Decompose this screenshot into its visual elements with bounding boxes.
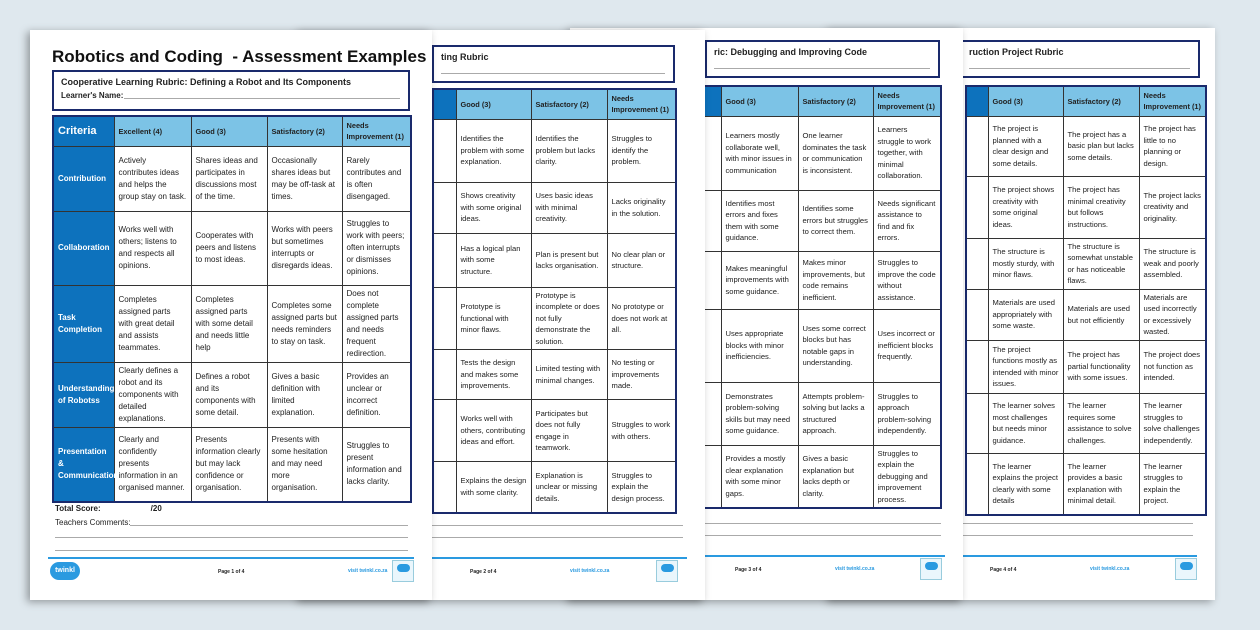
- table-row: [966, 453, 1206, 515]
- column-header: Criteria: [53, 116, 114, 146]
- criteria-cell: [966, 116, 988, 176]
- criteria-cell: [433, 462, 456, 513]
- rubric-cell: Rarely contributes and is often disengaged.: [342, 146, 411, 211]
- document-title: Robotics and Coding - Assessment Examples: [52, 47, 427, 66]
- rubric-cell: The structure is weak and poorly assembled.: [1139, 238, 1206, 289]
- table-row: [433, 119, 676, 182]
- visit-link[interactable]: visit twinkl.co.za: [835, 566, 875, 572]
- table-row: [433, 182, 676, 233]
- column-header: Satisfactory (2): [798, 86, 873, 116]
- page-number: Page 2 of 4: [470, 569, 497, 575]
- rubric-table: [432, 88, 677, 514]
- rubric-cell: Uses basic ideas with minimal creativity.: [531, 182, 607, 233]
- column-header: Needs Improvement (1): [873, 86, 941, 116]
- rubric-cell: Has a logical plan with some structure.: [456, 233, 531, 287]
- rubric-cell: Learners struggle to work together, with minimal collaboration.: [873, 116, 941, 190]
- table-row: [966, 393, 1206, 453]
- rubric-cell: Materials are used appropriately with some waste.: [988, 289, 1063, 340]
- criteria-cell: Contribution: [53, 146, 114, 211]
- rubric-cell: Presents with some hesitation and may need more organisation.: [267, 427, 342, 502]
- rubric-title: Cooperative Learning Rubric: Defining a Robot and Its Components: [61, 77, 352, 87]
- criteria-cell: [433, 400, 456, 462]
- column-header: Satisfactory (2): [1063, 86, 1139, 116]
- rubric-table: [695, 85, 942, 509]
- rubric-cell: Explanation is unclear or missing details.: [531, 462, 607, 513]
- page-number: Page 4 of 4: [990, 567, 1017, 573]
- column-header: Good (3): [988, 86, 1063, 116]
- comments-line[interactable]: [55, 537, 408, 538]
- rubric-title-box: [52, 70, 410, 111]
- rubric-cell: Provides a mostly clear explanation with some minor gaps.: [721, 445, 798, 508]
- criteria-cell: Understanding of Robotss: [53, 362, 114, 427]
- rubric-cell: Shares ideas and participates in discussions most of the time.: [191, 146, 267, 211]
- rubric-cell: The project has little to no planning or design.: [1139, 116, 1206, 176]
- rubric-cell: The structure is somewhat unstable or has noticeable flaws.: [1063, 238, 1139, 289]
- table-row: [53, 362, 411, 427]
- rubric-cell: The project functions mostly as intended with minor issues.: [988, 340, 1063, 393]
- rubric-cell: Struggles to explain the design process.: [607, 462, 676, 513]
- table-row: [433, 400, 676, 462]
- comments-line[interactable]: [690, 535, 941, 536]
- rubric-cell: Participates but does not fully engage in teamwork.: [531, 400, 607, 462]
- table-row: [433, 287, 676, 350]
- table-row: [53, 211, 411, 285]
- rubric-cell: Plan is present but lacks organisation.: [531, 233, 607, 287]
- footer-divider: [48, 557, 414, 559]
- rubric-cell: The project shows creativity with some original ideas.: [988, 176, 1063, 238]
- column-header: Needs Improvement (1): [607, 89, 676, 119]
- rubric-cell: The project is planned with a clear design and some details.: [988, 116, 1063, 176]
- rubric-cell: The structure is mostly sturdy, with minor flaws.: [988, 238, 1063, 289]
- rubric-cell: The project does not function as intended.: [1139, 340, 1206, 393]
- rubric-cell: Completes assigned parts with some detail and needs little help: [191, 285, 267, 362]
- header-row: [53, 116, 411, 146]
- table-row: [433, 233, 676, 287]
- rubric-cell: Does not complete assigned parts and needs frequent redirection.: [342, 285, 411, 362]
- rubric-cell: Demonstrates problem-solving skills but may need some guidance.: [721, 382, 798, 445]
- rubric-cell: No clear plan or structure.: [607, 233, 676, 287]
- criteria-cell: Presentation & Communication: [53, 427, 114, 502]
- teachers-comments-label: Teachers Comments:: [55, 518, 131, 527]
- table-row: [966, 340, 1206, 393]
- rubric-cell: Occasionally shares ideas but may be off-task at times.: [267, 146, 342, 211]
- rubric-cell: Materials are used but not efficiently: [1063, 289, 1139, 340]
- criteria-header: [966, 86, 988, 116]
- table-row: [696, 251, 941, 309]
- rubric-cell: The project lacks creativity and originality.: [1139, 176, 1206, 238]
- rubric-cell: Gives a basic definition with limited explanation.: [267, 362, 342, 427]
- total-score-label: Total Score:: [55, 504, 101, 513]
- rubric-cell: Identifies most errors and fixes them with some guidance.: [721, 190, 798, 251]
- rubric-cell: Needs significant assistance to find and fix errors.: [873, 190, 941, 251]
- rubric-cell: The learner solves most challenges but needs minor guidance.: [988, 393, 1063, 453]
- criteria-cell: Collaboration: [53, 211, 114, 285]
- comments-line[interactable]: [130, 525, 408, 526]
- rubric-title-box: [432, 45, 675, 83]
- page-1: [30, 30, 432, 600]
- criteria-cell: [433, 119, 456, 182]
- rubric-cell: Makes meaningful improvements with some guidance.: [721, 251, 798, 309]
- criteria-cell: Task Completion: [53, 285, 114, 362]
- rubric-cell: Prototype is incomplete or does not fully demonstrate the solution.: [531, 287, 607, 350]
- criteria-cell: [966, 289, 988, 340]
- rubric-cell: Learners mostly collaborate well, with minor issues in communication: [721, 116, 798, 190]
- rubric-cell: No testing or improvements made.: [607, 350, 676, 400]
- learner-name-field[interactable]: [441, 73, 665, 74]
- rubric-cell: Shows creativity with some original ideas.: [456, 182, 531, 233]
- rubric-cell: Clearly defines a robot and its components with detailed explanations.: [114, 362, 191, 427]
- rubric-cell: The project has minimal creativity but follows instructions.: [1063, 176, 1139, 238]
- visit-link[interactable]: visit twinkl.co.za: [348, 568, 388, 574]
- comments-line[interactable]: [690, 523, 941, 524]
- criteria-cell: [966, 393, 988, 453]
- column-header: Satisfactory (2): [531, 89, 607, 119]
- rubric-cell: Struggles to approach problem-solving independently.: [873, 382, 941, 445]
- table-row: [966, 176, 1206, 238]
- header-row: [696, 86, 941, 116]
- rubric-cell: Tests the design and makes some improvements.: [456, 350, 531, 400]
- table-row: [696, 116, 941, 190]
- learner-name-field[interactable]: [124, 98, 400, 99]
- rubric-cell: Limited testing with minimal changes.: [531, 350, 607, 400]
- rubric-cell: Presents information clearly but may lack confidence or organisation.: [191, 427, 267, 502]
- rubric-cell: Attempts problem-solving but lacks a structured approach.: [798, 382, 873, 445]
- column-header: Satisfactory (2): [267, 116, 342, 146]
- table-row: [53, 285, 411, 362]
- rubric-title: ric: Debugging and Improving Code: [714, 47, 867, 57]
- column-header: Needs Improvement (1): [342, 116, 411, 146]
- rubric-cell: Uses incorrect or inefficient blocks frequently.: [873, 309, 941, 382]
- table-row: [433, 350, 676, 400]
- column-header: Good (3): [191, 116, 267, 146]
- rubric-cell: No prototype or does not work at all.: [607, 287, 676, 350]
- criteria-cell: [966, 176, 988, 238]
- table-row: [433, 462, 676, 513]
- criteria-cell: [433, 350, 456, 400]
- visit-link[interactable]: visit twinkl.co.za: [570, 568, 610, 574]
- table-row: [696, 309, 941, 382]
- learner-name-field[interactable]: [969, 68, 1190, 69]
- column-header: Good (3): [456, 89, 531, 119]
- table-row: [966, 289, 1206, 340]
- table-row: [966, 238, 1206, 289]
- quality-badge-icon: [1175, 558, 1197, 580]
- table-row: [696, 445, 941, 508]
- comments-line[interactable]: [950, 535, 1193, 536]
- rubric-cell: Struggles to improve the code without assistance.: [873, 251, 941, 309]
- learner-name-field[interactable]: [714, 68, 930, 69]
- total-score: [55, 504, 162, 513]
- comments-line[interactable]: [420, 525, 683, 526]
- comments-line[interactable]: [55, 550, 408, 551]
- quality-badge-icon: [392, 560, 414, 582]
- rubric-title: ruction Project Rubric: [969, 47, 1064, 57]
- criteria-cell: [966, 238, 988, 289]
- rubric-cell: Identifies the problem but lacks clarity.: [531, 119, 607, 182]
- rubric-cell: Clearly and confidently presents information in an organised manner.: [114, 427, 191, 502]
- criteria-cell: [433, 287, 456, 350]
- rubric-title: ting Rubric: [441, 52, 489, 62]
- table-row: [696, 382, 941, 445]
- rubric-cell: Uses appropriate blocks with minor inefficiencies.: [721, 309, 798, 382]
- rubric-cell: Works with peers but sometimes interrupts or disregards ideas.: [267, 211, 342, 285]
- criteria-cell: [966, 453, 988, 515]
- rubric-cell: Struggles to identify the problem.: [607, 119, 676, 182]
- rubric-cell: Struggles to work with peers; often interrupts or dismisses opinions.: [342, 211, 411, 285]
- rubric-cell: Provides an unclear or incorrect definition.: [342, 362, 411, 427]
- total-score-value: /20: [150, 504, 162, 513]
- column-header: Good (3): [721, 86, 798, 116]
- rubric-cell: Makes minor improvements, but code remains inefficient.: [798, 251, 873, 309]
- rubric-cell: Identifies the problem with some explanation.: [456, 119, 531, 182]
- rubric-table: [965, 85, 1207, 516]
- criteria-cell: [433, 182, 456, 233]
- rubric-cell: Struggles to explain the debugging and improvement process.: [873, 445, 941, 508]
- rubric-cell: Materials are used incorrectly or excessively wasted.: [1139, 289, 1206, 340]
- rubric-cell: Struggles to present information and lacks clarity.: [342, 427, 411, 502]
- header-row: [433, 89, 676, 119]
- table-row: [696, 190, 941, 251]
- rubric-cell: Works well with others, contributing ideas and effort.: [456, 400, 531, 462]
- rubric-cell: Completes assigned parts with great detail and assists teammates.: [114, 285, 191, 362]
- criteria-header: [433, 89, 456, 119]
- rubric-title-box: [960, 40, 1200, 78]
- rubric-cell: Uses some correct blocks but has notable gaps in understanding.: [798, 309, 873, 382]
- comments-line[interactable]: [420, 537, 683, 538]
- rubric-cell: Struggles to work with others.: [607, 400, 676, 462]
- rubric-cell: Works well with others; listens to and respects all opinions.: [114, 211, 191, 285]
- rubric-cell: The learner struggles to explain the project.: [1139, 453, 1206, 515]
- twinkl-logo: twinkl: [50, 562, 80, 580]
- rubric-table: [52, 115, 412, 503]
- rubric-cell: The project has partial functionality with some issues.: [1063, 340, 1139, 393]
- rubric-cell: Defines a robot and its components with some detail.: [191, 362, 267, 427]
- table-row: [966, 116, 1206, 176]
- rubric-cell: Completes some assigned parts but needs reminders to stay on task.: [267, 285, 342, 362]
- rubric-cell: Cooperates with peers and listens to most ideas.: [191, 211, 267, 285]
- criteria-cell: [433, 233, 456, 287]
- quality-badge-icon: [656, 560, 678, 582]
- learner-name-label: Learner's Name:: [61, 91, 124, 100]
- rubric-cell: Actively contributes ideas and helps the group stay on task.: [114, 146, 191, 211]
- column-header: Needs Improvement (1): [1139, 86, 1206, 116]
- rubric-cell: Identifies some errors but struggles to correct them.: [798, 190, 873, 251]
- quality-badge-icon: [920, 558, 942, 580]
- table-row: [53, 146, 411, 211]
- column-header: Excellent (4): [114, 116, 191, 146]
- page-number: Page 3 of 4: [735, 567, 762, 573]
- rubric-cell: Gives a basic explanation but lacks depth or clarity.: [798, 445, 873, 508]
- header-row: [966, 86, 1206, 116]
- table-row: [53, 427, 411, 502]
- rubric-cell: The learner provides a basic explanation with minimal detail.: [1063, 453, 1139, 515]
- visit-link[interactable]: visit twinkl.co.za: [1090, 566, 1130, 572]
- page-number: Page 1 of 4: [218, 569, 245, 575]
- rubric-cell: The learner explains the project clearly with some details: [988, 453, 1063, 515]
- rubric-cell: The learner requires some assistance to solve challenges.: [1063, 393, 1139, 453]
- rubric-cell: The learner struggles to solve challenges independently.: [1139, 393, 1206, 453]
- rubric-cell: Lacks originality in the solution.: [607, 182, 676, 233]
- rubric-cell: One learner dominates the task or communication is inconsistent.: [798, 116, 873, 190]
- rubric-cell: Prototype is functional with minor flaws.: [456, 287, 531, 350]
- comments-line[interactable]: [950, 523, 1193, 524]
- criteria-cell: [966, 340, 988, 393]
- rubric-cell: Explains the design with some clarity.: [456, 462, 531, 513]
- rubric-title-box: [705, 40, 940, 78]
- rubric-cell: The project has a basic plan but lacks some details.: [1063, 116, 1139, 176]
